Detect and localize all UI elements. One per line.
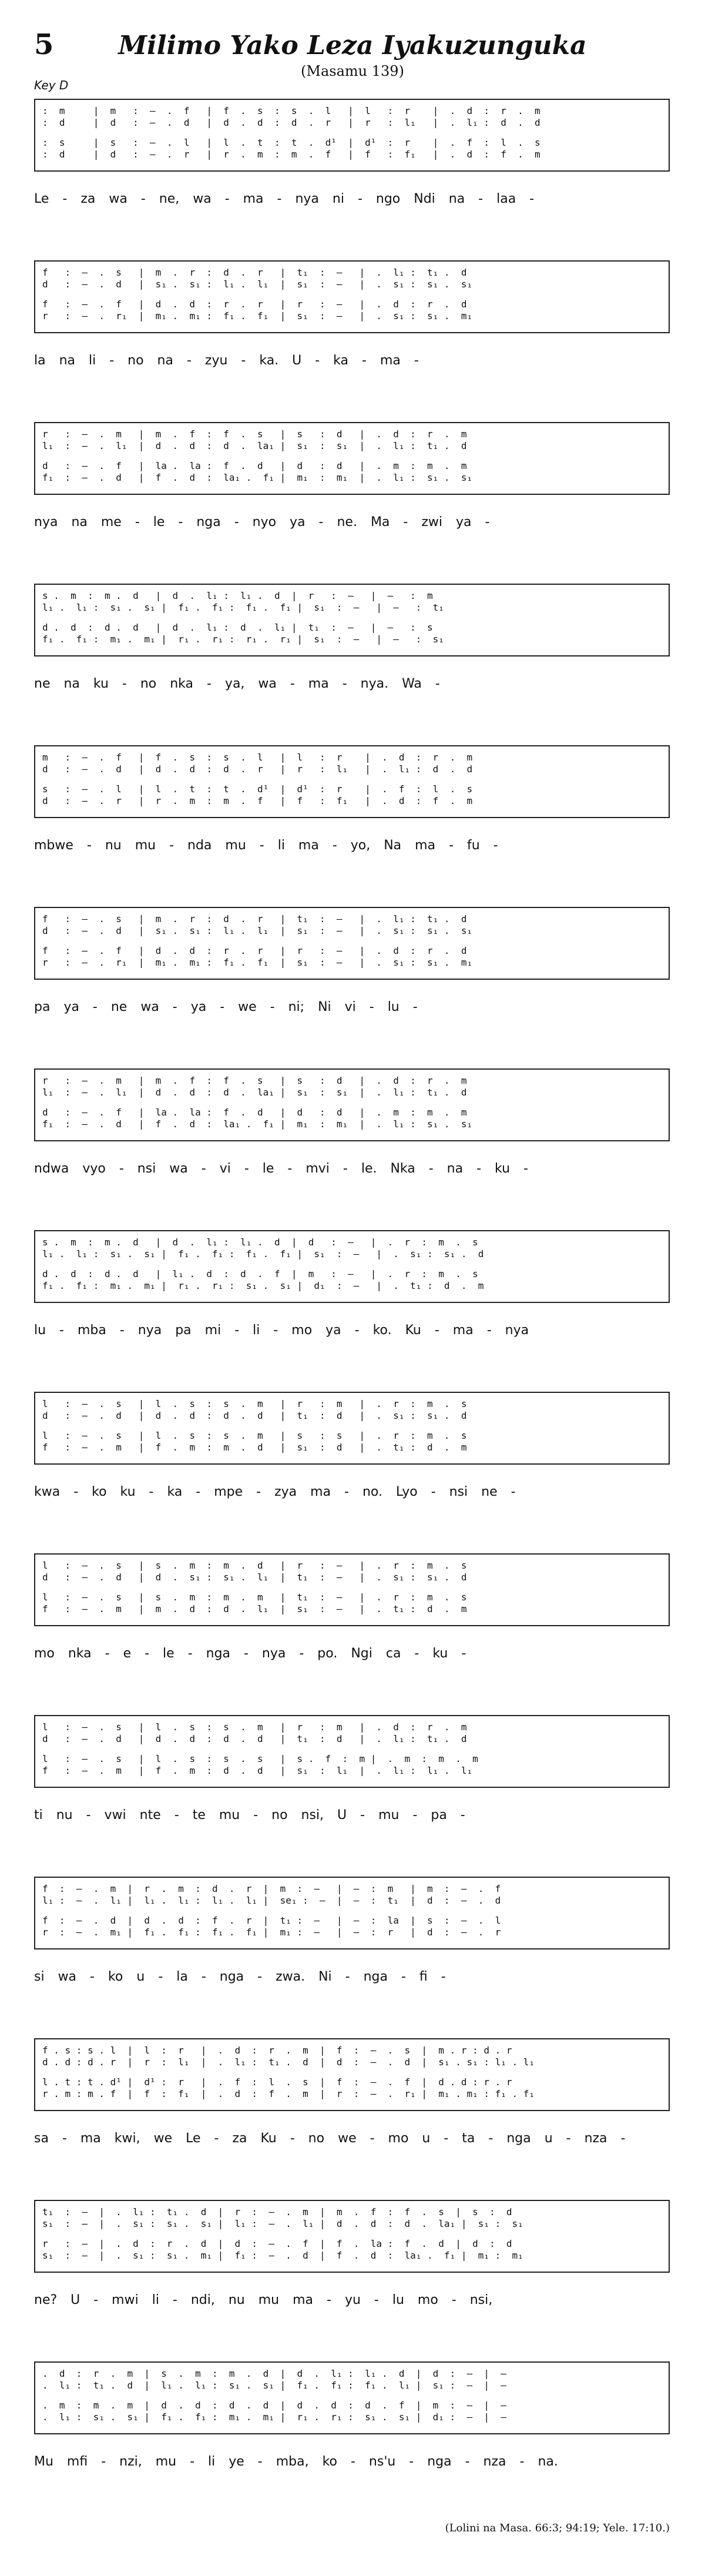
lyrics-line: ne? U - mwi li - ndi, nu mu ma - yu - lu mo - nsi,: [34, 2293, 493, 2307]
voice-row: . m : m . m | d . d : d . d | d . d : d . f | m : — | —: [42, 2400, 506, 2411]
lyrics-line: si wa - ko u - la - nga - zwa. Ni - nga - fi -: [34, 1969, 446, 1984]
lyrics-line: sa - ma kwi, we Le - za Ku - no we - mo u - ta - nga u - nza -: [34, 2131, 626, 2146]
voice-row: f . s : s . l | l : r | . d : r . m | f : – . s | m . r : d . r: [42, 2045, 512, 2056]
voice-row: l : – . s | s . m : m . m | t₁ : — | . r : m . s: [42, 1592, 467, 1603]
voice-row: d . d : d . d | l₁ . d : d . f | m : — | . r : m . s: [42, 1268, 478, 1279]
voice-row: l₁ . l₁ : s₁ . s₁ | f₁ . f₁ : f₁ . f₁ | s₁ : — | . s₁ : s₁ . d: [42, 1248, 484, 1259]
voice-row: d : – . f | la . la : f . d | d : d | . m : m . m: [42, 460, 467, 471]
voice-row: f : – . m | r . m : d . r | m : — | — : m | m : – . f: [42, 1883, 501, 1894]
voice-row: d : – . f | la . la : f . d | d : d | . m : m . m: [42, 1107, 467, 1118]
music-system: [34, 99, 670, 172]
voice-row: l₁ : – . l₁ | d . d : d . la₁ | s₁ : s₁ | . l₁ : t₁ . d: [42, 1087, 467, 1098]
voice-row: t₁ : — | . l₁ : t₁ . d | r : – . m | m . f : f . s | s : d: [42, 2206, 512, 2217]
voice-row: f : – . s | m . r : d . r | t₁ : — | . l₁ : t₁ . d: [42, 267, 467, 278]
hymn-number: 5: [34, 28, 54, 61]
voice-row: l : – . s | s . m : m . d | r : — | . r : m . s: [42, 1560, 467, 1571]
voice-row: . l₁ : s₁ . s₁ | f₁ . f₁ : m₁ . m₁ | r₁ . r₁ : s₁ . s₁ | d₁ : — | —: [42, 2411, 506, 2423]
music-system: [34, 907, 670, 980]
voice-row: l : – . s | l . s : s . m | r : m | . d : r . m: [42, 1721, 467, 1733]
lyrics-line: lu - mba - nya pa mi - li - mo ya - ko. Ku - ma - nya: [34, 1323, 529, 1338]
voice-row: s₁ : — | . s₁ : s₁ . m₁ | f₁ : – . d | f . d : la₁ . f₁ | m₁ : m₁: [42, 2250, 523, 2261]
voice-row: f₁ . f₁ : m₁ . m₁ | r₁ . r₁ : r₁ . r₁ | s₁ : — | — : s₁: [42, 634, 444, 645]
voice-row: l₁ : – . l₁ | l₁ . l₁ : l₁ . l₁ | se₁ : — | — : t₁ | d : – . d: [42, 1895, 501, 1906]
voice-row: f₁ . f₁ : m₁ . m₁ | r₁ . r₁ : s₁ . s₁ | d₁ : — | . t₁ : d . m: [42, 1280, 484, 1291]
voice-row: r : – . m₁ | f₁ . f₁ : f₁ . f₁ | m₁ : — | — : r | d : – . r: [42, 1927, 501, 1938]
lyrics-line: nya na me - le - nga - nyo ya - ne. Ma - zwi ya -: [34, 515, 490, 530]
voice-row: f₁ : – . d | f . d : la₁ . f₁ | m₁ : m₁ | . l₁ : s₁ . s₁: [42, 1118, 473, 1130]
music-system: [34, 584, 670, 656]
music-system: [34, 2361, 670, 2434]
scripture-references: (Lolini na Masa. 66:3; 94:19; Yele. 17:10.): [445, 2522, 670, 2534]
music-system: [34, 745, 670, 818]
voice-row: l : – . s | l . s : s . m | r : m | . r : m . s: [42, 1398, 467, 1409]
voice-row: d . d : d . d | d . l₁ : d . l₁ | t₁ : — | — : s: [42, 622, 433, 633]
voice-row: d : – . d | d . d : d . r | r : l₁ | . l₁ : d . d: [42, 763, 473, 775]
voice-row: f : – . m | m . d : d . l₁ | s₁ : — | . t₁ : d . m: [42, 1603, 467, 1614]
voice-row: f : – . m | f . m : d . d | s₁ : l₁ | . l₁ : l₁ . l₁: [42, 1765, 473, 1776]
voice-row: . d : r . m | s . m : m . d | d . l₁ : l₁ . d | d : — | —: [42, 2368, 506, 2379]
lyrics-line: mbwe - nu mu - nda mu - li ma - yo, Na ma - fu -: [34, 838, 498, 853]
music-system: [34, 260, 670, 333]
music-system: [34, 1230, 670, 1303]
voice-row: r : – . m | m . f : f . s | s : d | . d : r . m: [42, 1075, 467, 1086]
lyrics-line: mo nka - e - le - nga - nya - po. Ngi ca - ku -: [34, 1646, 466, 1661]
voice-row: l₁ : – . l₁ | d . d : d . la₁ | s₁ : s₁ | . l₁ : t₁ . d: [42, 440, 467, 451]
lyrics-line: Le - za wa - ne, wa - ma - nya ni - ngo Ndi na - laa -: [34, 192, 535, 206]
hymn-subtitle: (Masamu 139): [301, 63, 404, 79]
lyrics-line: kwa - ko ku - ka - mpe - zya ma - no. Lyo - nsi ne -: [34, 1485, 516, 1499]
voice-row: l : – . s | l . s : s . m | s : s | . r : m . s: [42, 1430, 467, 1441]
voice-row: l . t : t . d¹ | d¹ : r | . f : l . s | f : – . f | d . d : r . r: [42, 2076, 512, 2088]
music-system: [34, 2200, 670, 2273]
music-system: [34, 1877, 670, 1949]
voice-row: : s | s : – . l | l . t : t . d¹ | d¹ : r | . f : l . s: [42, 137, 540, 148]
voice-row: f : – . f | d . d : r . r | r : — | . d : r . d: [42, 299, 467, 310]
voice-row: s . m : m . d | d . l₁ : l₁ . d | r : — | — : m: [42, 590, 433, 601]
voice-row: f : – . m | f . m : m . d | s₁ : d | . t₁ : d . m: [42, 1442, 467, 1453]
voice-row: : d | d : – . r | r . m : m . f | f : f₁ | . d : f . m: [42, 149, 540, 160]
hymn-title: Milimo Yako Leza Iyakuzunguka: [118, 31, 587, 61]
voice-row: f₁ : – . d | f . d : la₁ . f₁ | m₁ : m₁ | . l₁ : s₁ . s₁: [42, 472, 473, 483]
voice-row: d : – . d | d . d : d . d | t₁ : d | . s₁ : s₁ . d: [42, 1410, 467, 1421]
key-signature: Key D: [34, 78, 69, 92]
voice-row: r : – . r₁ | m₁ . m₁ : f₁ . f₁ | s₁ : — | . s₁ : s₁ . m₁: [42, 957, 473, 968]
voice-row: s : – . l | l . t : t . d¹ | d¹ : r | . f : l . s: [42, 783, 473, 795]
voice-row: d : – . d | d . d : d . d | t₁ : d | . l₁ : t₁ . d: [42, 1733, 467, 1744]
voice-row: r : – . m | m . f : f . s | s : d | . d : r . m: [42, 428, 467, 440]
voice-row: d . d : d . r | r : l₁ | . l₁ : t₁ . d | d : – . d | s₁ . s₁ : l₁ . l₁: [42, 2056, 535, 2068]
voice-row: r : – . r₁ | m₁ . m₁ : f₁ . f₁ | s₁ : — | . s₁ : s₁ . m₁: [42, 310, 473, 321]
voice-row: m : – . f | f . s : s . l | l : r | . d : r . m: [42, 752, 473, 763]
voice-row: r . m : m . f | f : f₁ | . d : f . m | r : – . r₁ | m₁ . m₁ : f₁ . f₁: [42, 2088, 535, 2099]
voice-row: s . m : m . d | d . l₁ : l₁ . d | d : — | . r : m . s: [42, 1237, 478, 1248]
voice-row: : m | m : – . f | f . s : s . l | l : r | . d : r . m: [42, 105, 540, 116]
music-system: [34, 2038, 670, 2111]
lyrics-line: la na li - no na - zyu - ka. U - ka - ma -: [34, 353, 419, 368]
voice-row: l₁ . l₁ : s₁ . s₁ | f₁ . f₁ : f₁ . f₁ | s₁ : — | — : t₁: [42, 602, 444, 613]
voice-row: f : – . s | m . r : d . r | t₁ : — | . l₁ : t₁ . d: [42, 913, 467, 924]
lyrics-line: Mu mfi - nzi, mu - li ye - mba, ko - ns'u - nga - nza - na.: [34, 2454, 558, 2469]
music-system: [34, 1392, 670, 1465]
voice-row: r : — | . d : r . d | d : – . f | f . la : f . d | d : d: [42, 2238, 512, 2249]
lyrics-line: pa ya - ne wa - ya - we - ni; Ni vi - lu -: [34, 1000, 418, 1014]
voice-row: d : – . r | r . m : m . f | f : f₁ | . d : f . m: [42, 795, 473, 806]
voice-row: f : – . d | d . d : f . r | t₁ : — | — : la | s : – . l: [42, 1915, 501, 1926]
lyrics-line: ti nu - vwi nte - te mu - no nsi, U - mu - pa -: [34, 1808, 465, 1823]
voice-row: d : – . d | d . s₁ : s₁ . l₁ | t₁ : — | . s₁ : s₁ . d: [42, 1572, 467, 1583]
lyrics-line: ne na ku - no nka - ya, wa - ma - nya. Wa -: [34, 676, 440, 691]
voice-row: s₁ : — | . s₁ : s₁ . s₁ | l₁ : – . l₁ | d . d : d . la₁ | s₁ : s₁: [42, 2218, 523, 2229]
voice-row: l : – . s | l . s : s . s | s . f : m | . m : m . m: [42, 1753, 478, 1764]
voice-row: d : – . d | s₁ . s₁ : l₁ . l₁ | s₁ : — | . s₁ : s₁ . s₁: [42, 279, 473, 290]
voice-row: . l₁ : t₁ . d | l₁ . l₁ : s₁ . s₁ | f₁ . f₁ : f₁ . l₁ | s₁ : — | —: [42, 2380, 506, 2391]
music-system: [34, 1068, 670, 1141]
lyrics-line: ndwa vyo - nsi wa - vi - le - mvi - le. Nka - na - ku -: [34, 1161, 528, 1176]
music-system: [34, 1553, 670, 1626]
music-system: [34, 1715, 670, 1788]
music-system: [34, 422, 670, 495]
voice-row: d : – . d | s₁ . s₁ : l₁ . l₁ | s₁ : — | . s₁ : s₁ . s₁: [42, 925, 473, 936]
voice-row: : d | d : – . d | d . d : d . r | r : l₁ | . l₁ : d . d: [42, 117, 540, 128]
voice-row: f : – . f | d . d : r . r | r : — | . d : r . d: [42, 945, 467, 956]
